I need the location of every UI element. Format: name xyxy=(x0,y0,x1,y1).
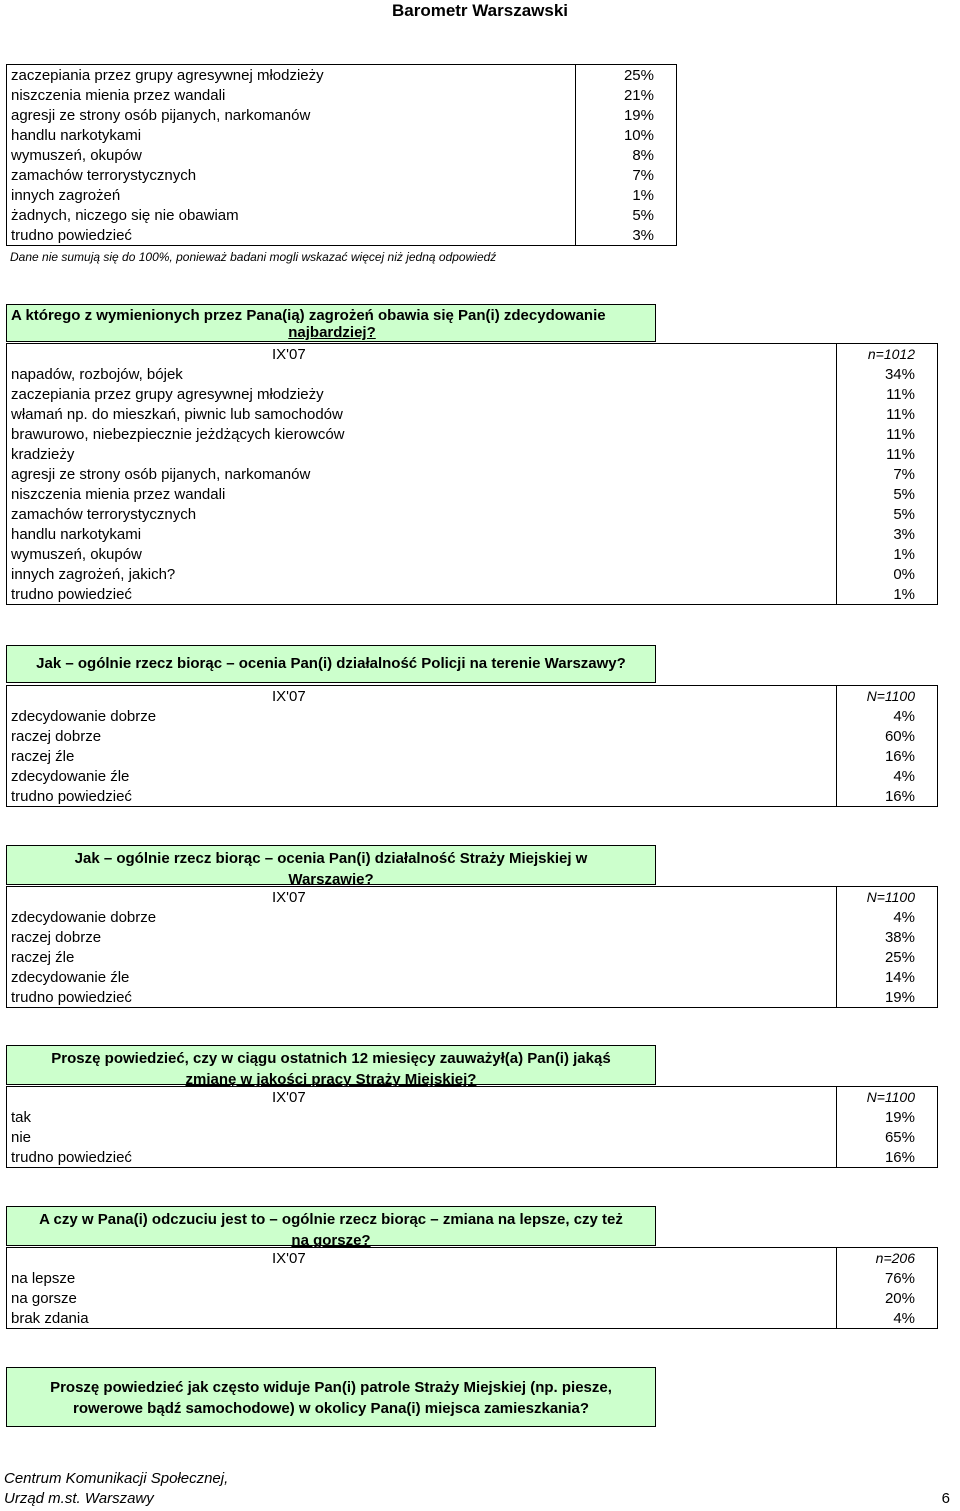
row-value: 4% xyxy=(837,766,938,786)
table-row xyxy=(7,384,938,404)
footer-office: Urząd m.st. Warszawy xyxy=(4,1490,154,1507)
row-value: 5% xyxy=(576,205,677,225)
row-value: 60% xyxy=(837,726,938,746)
table-row xyxy=(7,185,677,205)
row-label: zaczepiania przez grupy agresywnej młodzieży xyxy=(7,384,837,404)
row-label: innych zagrożeń, jakich? xyxy=(7,564,837,584)
table-row xyxy=(7,1107,938,1127)
question-text: Jak – ogólnie rzecz biorąc – ocenia Pan(i) działalność Policji na terenie Warszawy? xyxy=(36,655,626,672)
table-row xyxy=(7,1288,938,1308)
question-box-change-noticed xyxy=(6,1045,656,1088)
table-row xyxy=(7,364,938,384)
row-label: trudno powiedzieć xyxy=(7,584,837,605)
row-label: brak zdania xyxy=(7,1308,837,1329)
city-guard-rating-table xyxy=(6,886,938,1008)
row-label: zamachów terrorystycznych xyxy=(7,504,837,524)
question-text-line2: zmianę w jakości pracy Straży Miejskiej? xyxy=(185,1071,477,1088)
row-value: 25% xyxy=(576,65,677,86)
row-label: zdecydowanie dobrze xyxy=(7,907,837,927)
period-label: IX'07 xyxy=(7,1248,837,1269)
period-label: IX'07 xyxy=(7,686,837,707)
row-label: trudno powiedzieć xyxy=(7,225,576,246)
row-label: zamachów terrorystycznych xyxy=(7,165,576,185)
row-value: 3% xyxy=(837,524,938,544)
table-row xyxy=(7,444,938,464)
table-row xyxy=(7,165,677,185)
row-value: 4% xyxy=(837,907,938,927)
row-label: zaczepiania przez grupy agresywnej młodzieży xyxy=(7,65,576,86)
sample-size: N=1100 xyxy=(837,1087,938,1108)
question-text-line2: Warszawie? xyxy=(288,871,374,888)
table-row xyxy=(7,125,677,145)
table-header-row xyxy=(7,1087,938,1108)
table-row xyxy=(7,766,938,786)
question-text-line1: Proszę powiedzieć, czy w ciągu ostatnich 12 miesięcy zauważył(a) Pan(i) jakąś xyxy=(51,1050,611,1067)
row-value: 3% xyxy=(576,225,677,246)
sample-size: N=1100 xyxy=(837,887,938,908)
row-label: kradzieży xyxy=(7,444,837,464)
row-value: 19% xyxy=(837,1107,938,1127)
table-row xyxy=(7,105,677,125)
table-row xyxy=(7,85,677,105)
question-box-police-rating xyxy=(6,645,656,683)
row-value: 7% xyxy=(837,464,938,484)
question-text-line2: na gorsze? xyxy=(291,1232,371,1249)
row-value: 14% xyxy=(837,967,938,987)
question-text-line1: Proszę powiedzieć jak często widuje Pan(i) patrole Straży Miejskiej (np. piesze, xyxy=(50,1379,612,1396)
row-label: raczej źle xyxy=(7,947,837,967)
row-label: na gorsze xyxy=(7,1288,837,1308)
change-noticed-table xyxy=(6,1086,938,1168)
table-row xyxy=(7,786,938,807)
row-value: 11% xyxy=(837,424,938,444)
table-row xyxy=(7,1147,938,1168)
sample-size: N=1100 xyxy=(837,686,938,707)
table-row xyxy=(7,544,938,564)
sample-size: n=206 xyxy=(837,1248,938,1269)
row-label: nie xyxy=(7,1127,837,1147)
row-label: wymuszeń, okupów xyxy=(7,145,576,165)
row-value: 1% xyxy=(837,544,938,564)
question-text-line2: najbardziej? xyxy=(288,326,376,340)
row-label: napadów, rozbojów, bójek xyxy=(7,364,837,384)
table-header-row xyxy=(7,1248,938,1269)
question-box-change-direction xyxy=(6,1206,656,1249)
question-text-line1: Jak – ogólnie rzecz biorąc – ocenia Pan(i) działalność Straży Miejskiej w xyxy=(74,850,588,867)
row-label: handlu narkotykami xyxy=(7,524,837,544)
question-box-patrol-frequency xyxy=(6,1367,656,1427)
table-row xyxy=(7,504,938,524)
change-direction-table xyxy=(6,1247,938,1329)
row-value: 11% xyxy=(837,404,938,424)
row-value: 25% xyxy=(837,947,938,967)
table-row xyxy=(7,65,677,86)
row-label: raczej dobrze xyxy=(7,726,837,746)
table-row xyxy=(7,464,938,484)
row-label: wymuszeń, okupów xyxy=(7,544,837,564)
period-label: IX'07 xyxy=(7,1087,837,1108)
most-feared-table xyxy=(6,343,938,605)
row-value: 1% xyxy=(576,185,677,205)
row-label: trudno powiedzieć xyxy=(7,1147,837,1168)
table-row xyxy=(7,205,677,225)
table-header-row xyxy=(7,887,938,908)
question-text-line1: A czy w Pana(i) odczuciu jest to – ogólnie rzecz biorąc – zmiana na lepsze, czy też xyxy=(39,1211,623,1228)
question-text-line2: rowerowe bądź samochodowe) w okolicy Pana(i) miejsca zamieszkania? xyxy=(73,1400,589,1417)
page-header: Barometr Warszawski xyxy=(391,1,569,20)
table-row xyxy=(7,927,938,947)
table-row xyxy=(7,907,938,927)
period-label: IX'07 xyxy=(7,344,837,365)
table-row xyxy=(7,225,677,246)
row-value: 11% xyxy=(837,444,938,464)
table-row xyxy=(7,1268,938,1288)
fears-table-continued xyxy=(6,64,677,246)
table-row xyxy=(7,564,938,584)
row-label: raczej dobrze xyxy=(7,927,837,947)
table-header-row xyxy=(7,686,938,707)
row-value: 16% xyxy=(837,786,938,807)
question-text-line1: A którego z wymienionych przez Pana(ią) zagrożeń obawia się Pan(i) zdecydowanie xyxy=(11,307,606,324)
table-row xyxy=(7,947,938,967)
question-box-most-feared xyxy=(6,304,656,342)
table-row xyxy=(7,967,938,987)
row-value: 4% xyxy=(837,1308,938,1329)
row-label: zdecydowanie źle xyxy=(7,766,837,786)
row-value: 20% xyxy=(837,1288,938,1308)
row-value: 11% xyxy=(837,384,938,404)
row-value: 16% xyxy=(837,746,938,766)
row-value: 19% xyxy=(837,987,938,1008)
table-row xyxy=(7,145,677,165)
page-number: 6 xyxy=(941,1490,950,1507)
row-value: 16% xyxy=(837,1147,938,1168)
row-label: włamań np. do mieszkań, piwnic lub samochodów xyxy=(7,404,837,424)
table-row xyxy=(7,987,938,1008)
row-label: handlu narkotykami xyxy=(7,125,576,145)
row-label: agresji ze strony osób pijanych, narkomanów xyxy=(7,464,837,484)
row-label: żadnych, niczego się nie obawiam xyxy=(7,205,576,225)
row-label: trudno powiedzieć xyxy=(7,786,837,807)
row-value: 19% xyxy=(576,105,677,125)
table-note: Dane nie sumują się do 100%, ponieważ badani mogli wskazać więcej niż jedną odpowiedź xyxy=(10,250,497,264)
table-row xyxy=(7,1308,938,1329)
row-label: innych zagrożeń xyxy=(7,185,576,205)
row-value: 8% xyxy=(576,145,677,165)
table-row xyxy=(7,746,938,766)
table-row xyxy=(7,424,938,444)
row-label: brawurowo, niebezpiecznie jeżdżących kierowców xyxy=(7,424,837,444)
row-value: 4% xyxy=(837,706,938,726)
row-label: raczej źle xyxy=(7,746,837,766)
table-row xyxy=(7,404,938,424)
row-value: 65% xyxy=(837,1127,938,1147)
row-label: na lepsze xyxy=(7,1268,837,1288)
row-value: 1% xyxy=(837,584,938,605)
row-value: 34% xyxy=(837,364,938,384)
row-value: 0% xyxy=(837,564,938,584)
police-rating-table xyxy=(6,685,938,807)
table-row xyxy=(7,1127,938,1147)
row-label: zdecydowanie źle xyxy=(7,967,837,987)
table-header-row xyxy=(7,344,938,365)
footer-org: Centrum Komunikacji Społecznej, xyxy=(4,1470,229,1487)
row-label: trudno powiedzieć xyxy=(7,987,837,1008)
table-row xyxy=(7,706,938,726)
row-value: 10% xyxy=(576,125,677,145)
question-box-city-guard-rating xyxy=(6,845,656,888)
table-row xyxy=(7,524,938,544)
row-label: niszczenia mienia przez wandali xyxy=(7,484,837,504)
sample-size: n=1012 xyxy=(837,344,938,365)
row-label: niszczenia mienia przez wandali xyxy=(7,85,576,105)
row-value: 5% xyxy=(837,504,938,524)
row-label: zdecydowanie dobrze xyxy=(7,706,837,726)
row-value: 5% xyxy=(837,484,938,504)
period-label: IX'07 xyxy=(7,887,837,908)
table-row xyxy=(7,584,938,605)
row-value: 21% xyxy=(576,85,677,105)
table-row xyxy=(7,726,938,746)
row-label: agresji ze strony osób pijanych, narkomanów xyxy=(7,105,576,125)
row-value: 7% xyxy=(576,165,677,185)
table-row xyxy=(7,484,938,504)
row-value: 38% xyxy=(837,927,938,947)
row-label: tak xyxy=(7,1107,837,1127)
row-value: 76% xyxy=(837,1268,938,1288)
